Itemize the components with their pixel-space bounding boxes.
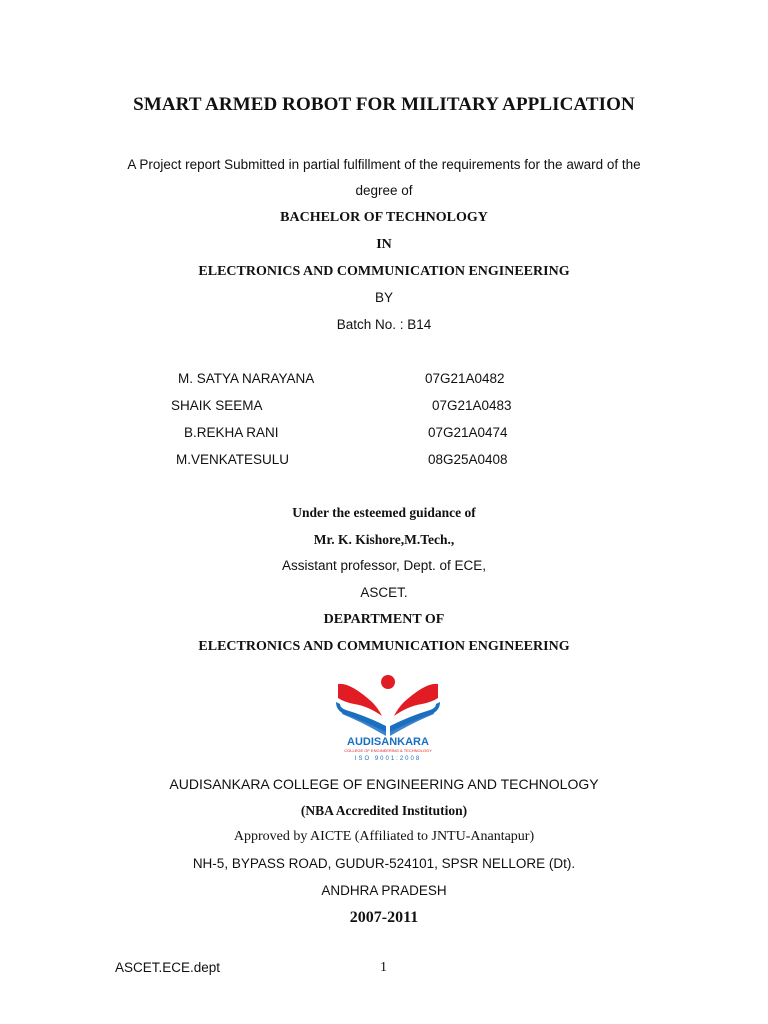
logo-tagline: COLLEGE OF ENGINEERING & TECHNOLOGY <box>344 748 432 753</box>
member-roll-number: 08G25A0408 <box>428 452 508 467</box>
college-address: NH-5, BYPASS ROAD, GUDUR-524101, SPSR NELLORE (Dt). <box>192 856 576 871</box>
branch-name: ELECTRONICS AND COMMUNICATION ENGINEERING <box>198 264 570 279</box>
member-name: M.VENKATESULU <box>176 452 290 467</box>
degree-name: BACHELOR OF TECHNOLOGY <box>280 210 488 225</box>
submission-statement-line2: degree of <box>355 183 413 198</box>
logo-emblem-icon <box>332 672 444 764</box>
college-logo <box>332 672 444 764</box>
page-number: 1 <box>380 960 387 975</box>
document-title: SMART ARMED ROBOT FOR MILITARY APPLICATION <box>133 94 635 115</box>
college-name: AUDISANKARA COLLEGE OF ENGINEERING AND TECHNOLOGY <box>169 776 599 792</box>
guide-designation: Assistant professor, Dept. of ECE, <box>281 558 487 573</box>
department-name: ELECTRONICS AND COMMUNICATION ENGINEERING <box>198 639 570 654</box>
footer-department: ASCET.ECE.dept <box>115 960 221 975</box>
by-word: BY <box>374 290 393 305</box>
member-roll-number: 07G21A0474 <box>428 425 508 440</box>
member-name: B.REKHA RANI <box>184 425 279 440</box>
academic-years: 2007-2011 <box>349 909 419 926</box>
member-name: SHAIK SEEMA <box>171 398 263 413</box>
member-name: M. SATYA NARAYANA <box>178 371 315 386</box>
in-word: IN <box>376 237 392 252</box>
college-accreditation: (NBA Accredited Institution) <box>300 803 468 818</box>
member-roll-number: 07G21A0482 <box>425 371 505 386</box>
guide-name: Mr. K. Kishore,M.Tech., <box>313 532 455 547</box>
institution-short-name: ASCET. <box>360 585 408 600</box>
college-state: ANDHRA PRADESH <box>321 883 447 898</box>
logo-certification: ISO 9001:2008 <box>354 756 422 762</box>
guidance-heading: Under the esteemed guidance of <box>292 505 476 520</box>
department-heading: DEPARTMENT OF <box>323 612 445 627</box>
member-roll-number: 07G21A0483 <box>432 398 512 413</box>
submission-statement-line1: A Project report Submitted in partial fulfillment of the requirements for the award of the <box>127 157 641 172</box>
college-approval: Approved by AICTE (Affiliated to JNTU-Anantapur) <box>233 829 535 844</box>
batch-number: Batch No. : B14 <box>336 317 432 332</box>
logo-wordmark: AUDISANKARA <box>347 736 429 748</box>
